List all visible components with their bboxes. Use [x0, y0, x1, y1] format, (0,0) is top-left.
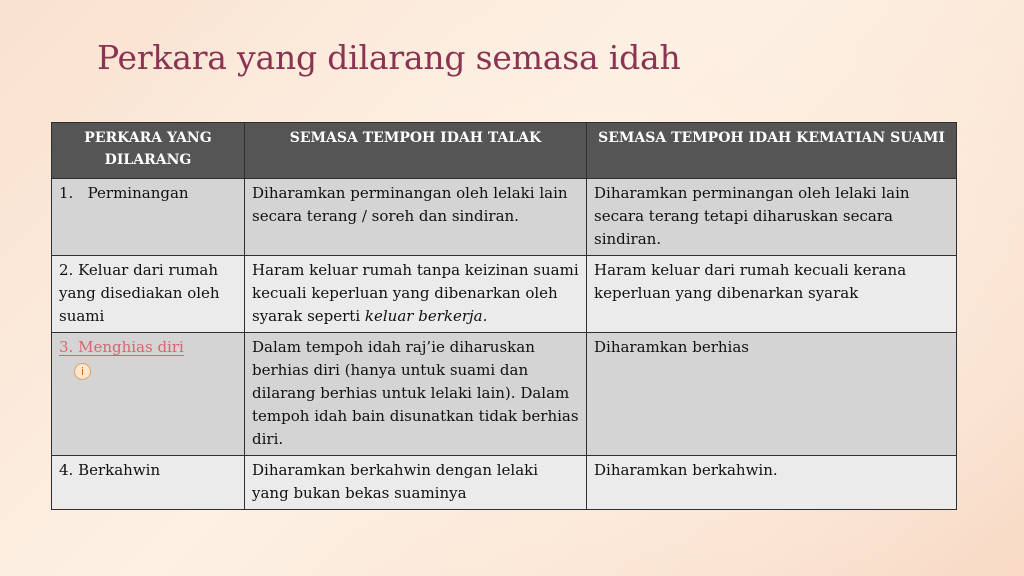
- row-talak-cell: [245, 256, 587, 333]
- talak-emphasis-text: keluar berkerja.: [364, 307, 488, 325]
- row-kematian-cell: Diharamkan perminangan oleh lelaki lain secara terang tetapi diharuskan secara sindiran.: [587, 179, 957, 256]
- comparison-table: [51, 122, 957, 510]
- talak-text: Haram keluar rumah tanpa keizinan suami kecuali keperluan yang dibenarkan oleh syarak seperti: [252, 261, 579, 325]
- row-item-perminangan: 1. Perminangan: [52, 179, 245, 256]
- slide-title: Perkara yang dilarang semasa idah: [97, 38, 681, 77]
- header-idah-kematian: SEMASA TEMPOH IDAH KEMATIAN SUAMI: [587, 123, 957, 179]
- table-row: [52, 179, 957, 256]
- header-idah-talak: SEMASA TEMPOH IDAH TALAK: [245, 123, 587, 179]
- header-perkara: PERKARA YANG DILARANG: [52, 123, 245, 179]
- row-item-cell: [52, 333, 245, 456]
- table-row: [52, 456, 957, 510]
- menghias-diri-link[interactable]: 3. Menghias diri: [59, 338, 184, 356]
- row-item-keluar-rumah: 2. Keluar dari rumah yang disediakan oleh suami: [52, 256, 245, 333]
- row-talak-cell: Diharamkan berkahwin dengan lelaki yang bukan bekas suaminya: [245, 456, 587, 510]
- row-item-berkahwin: 4. Berkahwin: [52, 456, 245, 510]
- row-kematian-cell: Diharamkan berhias: [587, 333, 957, 456]
- row-talak-cell: Diharamkan perminangan oleh lelaki lain secara terang / soreh dan sindiran.: [245, 179, 587, 256]
- info-icon[interactable]: i: [74, 363, 91, 380]
- table-row: [52, 256, 957, 333]
- row-talak-cell: Dalam tempoh idah raj’ie diharuskan berhias diri (hanya untuk suami dan dilarang berhias untuk lelaki lain). Dalam tempoh idah bain disunatkan tidak berhias diri.: [245, 333, 587, 456]
- row-kematian-cell: Haram keluar dari rumah kecuali kerana keperluan yang dibenarkan syarak: [587, 256, 957, 333]
- table-row: [52, 333, 957, 456]
- row-kematian-cell: Diharamkan berkahwin.: [587, 456, 957, 510]
- table-header-row: [52, 123, 957, 179]
